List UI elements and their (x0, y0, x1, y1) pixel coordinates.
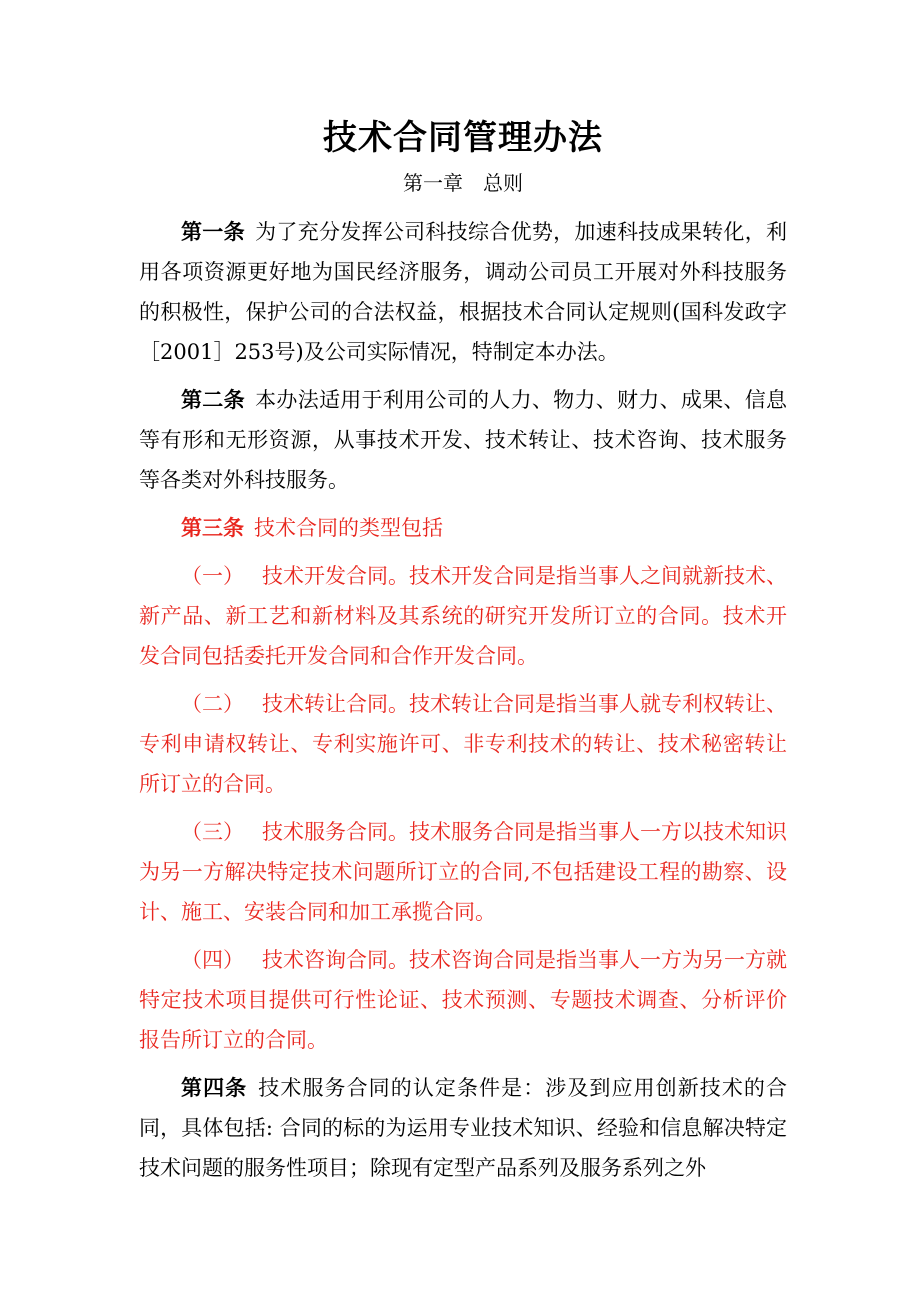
item-text: 技术开发合同。技术开发合同是指当事人之间就新技术、新产品、新工艺和新材料及其系统的研究开发所订立的合同。技术开发合同包括委托开发合同和合作开发合同。 (139, 564, 787, 668)
item-text: 技术服务合同。技术服务合同是指当事人一方以技术知识为另一方解决特定技术问题所订立的合同,不包括建设工程的勘察、设计、施工、安装合同和加工承揽合同。 (139, 820, 787, 924)
item-label: （二） (181, 692, 244, 716)
article-3-item-2 (139, 684, 787, 804)
article-label: 第三条 (181, 515, 244, 540)
item-label: （三） (181, 820, 244, 844)
article-3-item-1 (139, 556, 787, 676)
article-4 (139, 1068, 787, 1188)
item-text: 技术转让合同。技术转让合同是指当事人就专利权转让、专利申请权转让、专利实施许可、非专利技术的转让、技术秘密转让所订立的合同。 (139, 692, 787, 796)
article-text: 技术服务合同的认定条件是：涉及到应用创新技术的合同，具体包括: 合同的标的为运用专业技术知识、经验和信息解决特定技术问题的服务性项目；除现有定型产品系列及服务系列之外 (139, 1076, 788, 1180)
chapter-heading: 第一章 总则 (403, 171, 523, 195)
article-1 (139, 212, 787, 372)
article-text: 本办法适用于利用公司的人力、物力、财力、成果、信息等有形和无形资源，从事技术开发、技术转让、技术咨询、技术服务等各类对外科技服务。 (139, 388, 787, 492)
article-3-item-3 (139, 812, 787, 932)
item-label: （一） (181, 564, 244, 588)
item-label: （四） (181, 948, 244, 972)
article-text: 技术合同的类型包括 (254, 516, 443, 540)
document-page (139, 112, 787, 1196)
article-3-item-4 (139, 940, 787, 1060)
article-label: 第一条 (181, 219, 245, 244)
item-text: 技术咨询合同。技术咨询合同是指当事人一方为另一方就特定技术项目提供可行性论证、技术预测、专题技术调查、分析评价报告所订立的合同。 (139, 948, 787, 1052)
article-text: 为了充分发挥公司科技综合优势，加速科技成果转化，利用各项资源更好地为国民经济服务，调动公司员工开展对外科技服务的积极性，保护公司的合法权益，根据技术合同认定规则(国科发政字［2001］253号)及公司实际情况，特制定本办法。 (139, 220, 787, 364)
article-3 (139, 508, 787, 548)
article-2 (139, 380, 787, 500)
document-title: 技术合同管理办法 (323, 118, 603, 158)
article-label: 第四条 (181, 1075, 248, 1100)
article-label: 第二条 (181, 387, 245, 412)
